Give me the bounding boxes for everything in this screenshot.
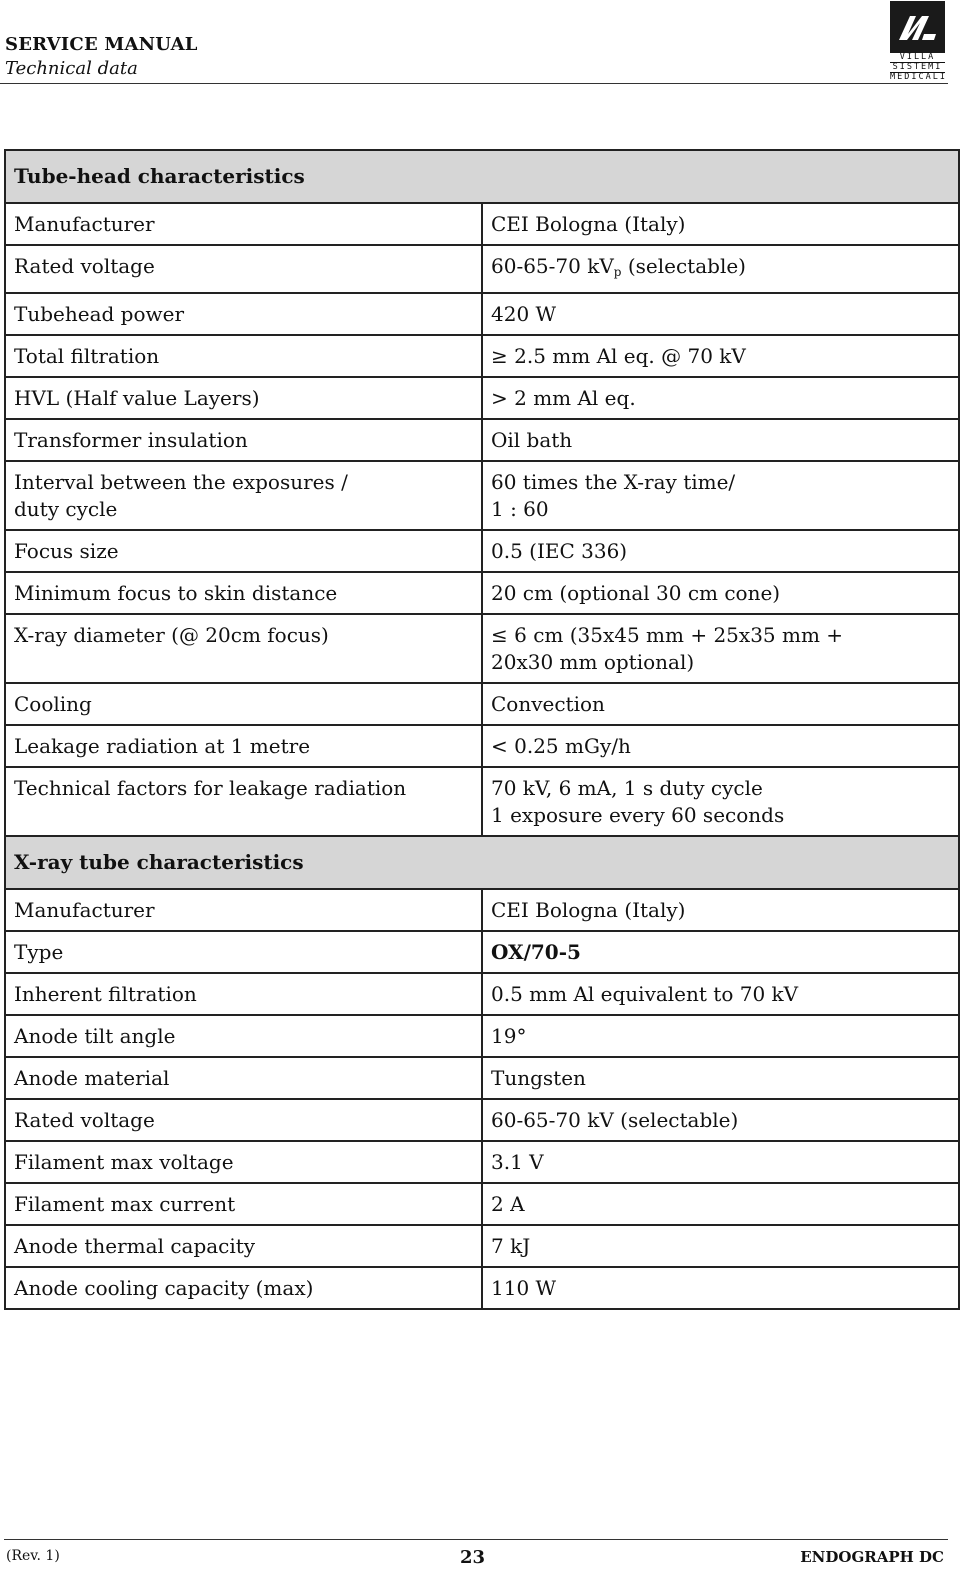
row-value: 110 W [482,1267,959,1309]
value-subscript: p [613,265,622,279]
table-row [5,767,959,836]
row-label: Transformer insulation [5,419,482,461]
row-label: Filament max current [5,1183,482,1225]
row-value [482,245,959,293]
villa-logo-icon [890,1,945,53]
table-row [5,377,959,419]
row-label: Cooling [5,683,482,725]
table-row [5,1015,959,1057]
row-value: 0.5 (IEC 336) [482,530,959,572]
header-divider [0,83,948,84]
table-row [5,889,959,931]
technical-data-table [4,149,960,1310]
logo-line: MEDICALI [890,72,947,82]
table-row [5,572,959,614]
row-value: 7 kJ [482,1225,959,1267]
logo-line: VILLA [899,52,936,62]
row-value: Oil bath [482,419,959,461]
row-label: Type [5,931,482,973]
table-row [5,931,959,973]
table-row [5,1141,959,1183]
row-label: Technical factors for leakage radiation [5,767,482,836]
row-value [482,614,959,683]
row-value: Convection [482,683,959,725]
table-row [5,245,959,293]
table-row [5,419,959,461]
table-row [5,1225,959,1267]
row-label: Manufacturer [5,203,482,245]
row-label: HVL (Half value Layers) [5,377,482,419]
row-label: Anode thermal capacity [5,1225,482,1267]
row-value: 0.5 mm Al equivalent to 70 kV [482,973,959,1015]
row-label: Rated voltage [5,245,482,293]
table-row [5,335,959,377]
row-label: Minimum focus to skin distance [5,572,482,614]
row-label: Filament max voltage [5,1141,482,1183]
row-label: Manufacturer [5,889,482,931]
company-logo [890,1,945,81]
value-line: 20x30 mm optional) [491,650,695,674]
row-value: 3.1 V [482,1141,959,1183]
section-title: Tube-head characteristics [5,150,959,203]
row-value: 420 W [482,293,959,335]
row-value: 60-65-70 kV (selectable) [482,1099,959,1141]
label-line: Interval between the exposures / [14,470,348,494]
table-row [5,203,959,245]
table-row [5,1099,959,1141]
row-label: Anode cooling capacity (max) [5,1267,482,1309]
table-row [5,461,959,530]
row-label: Inherent filtration [5,973,482,1015]
row-label: Anode tilt angle [5,1015,482,1057]
row-value: Tungsten [482,1057,959,1099]
row-label: Focus size [5,530,482,572]
table-row [5,1267,959,1309]
section-title: X-ray tube characteristics [5,836,959,889]
row-label: Rated voltage [5,1099,482,1141]
value-suffix: (selectable) [621,254,746,278]
row-value: OX/70-5 [482,931,959,973]
value-line: 70 kV, 6 mA, 1 s duty cycle [491,776,763,800]
value-line: ≤ 6 cm (35x45 mm + 25x35 mm + [491,623,844,647]
table-row [5,725,959,767]
row-label: Anode material [5,1057,482,1099]
row-label [5,461,482,530]
row-value: 20 cm (optional 30 cm cone) [482,572,959,614]
row-label: Tubehead power [5,293,482,335]
table-row [5,530,959,572]
section-subtitle: Technical data [5,58,138,79]
label-line: duty cycle [14,497,118,521]
page-header [5,34,198,79]
row-value: < 0.25 mGy/h [482,725,959,767]
table-row [5,1057,959,1099]
value-line: 1 : 60 [491,497,549,521]
section-header-row [5,150,959,203]
logo-wordmark [890,53,945,82]
row-value [482,461,959,530]
value-main: 60-65-70 kV [491,254,614,278]
table-row [5,1183,959,1225]
revision-label: (Rev. 1) [6,1548,60,1564]
page-number: 23 [460,1547,486,1568]
row-value: 19° [482,1015,959,1057]
value-line: 60 times the X-ray time/ [491,470,736,494]
manual-title: SERVICE MANUAL [5,34,198,55]
row-value: > 2 mm Al eq. [482,377,959,419]
row-label: Total filtration [5,335,482,377]
row-value: 2 A [482,1183,959,1225]
logo-line: SISTEMI [890,62,945,72]
row-value [482,767,959,836]
value-line: 1 exposure every 60 seconds [491,803,785,827]
row-label: X-ray diameter (@ 20cm focus) [5,614,482,683]
table-row [5,293,959,335]
product-name: ENDOGRAPH DC [800,1548,944,1566]
table-row [5,973,959,1015]
row-label: Leakage radiation at 1 metre [5,725,482,767]
footer-divider [4,1539,948,1540]
row-value: CEI Bologna (Italy) [482,889,959,931]
table-row [5,614,959,683]
table-row [5,683,959,725]
row-value: CEI Bologna (Italy) [482,203,959,245]
section-header-row [5,836,959,889]
row-value: ≥ 2.5 mm Al eq. @ 70 kV [482,335,959,377]
